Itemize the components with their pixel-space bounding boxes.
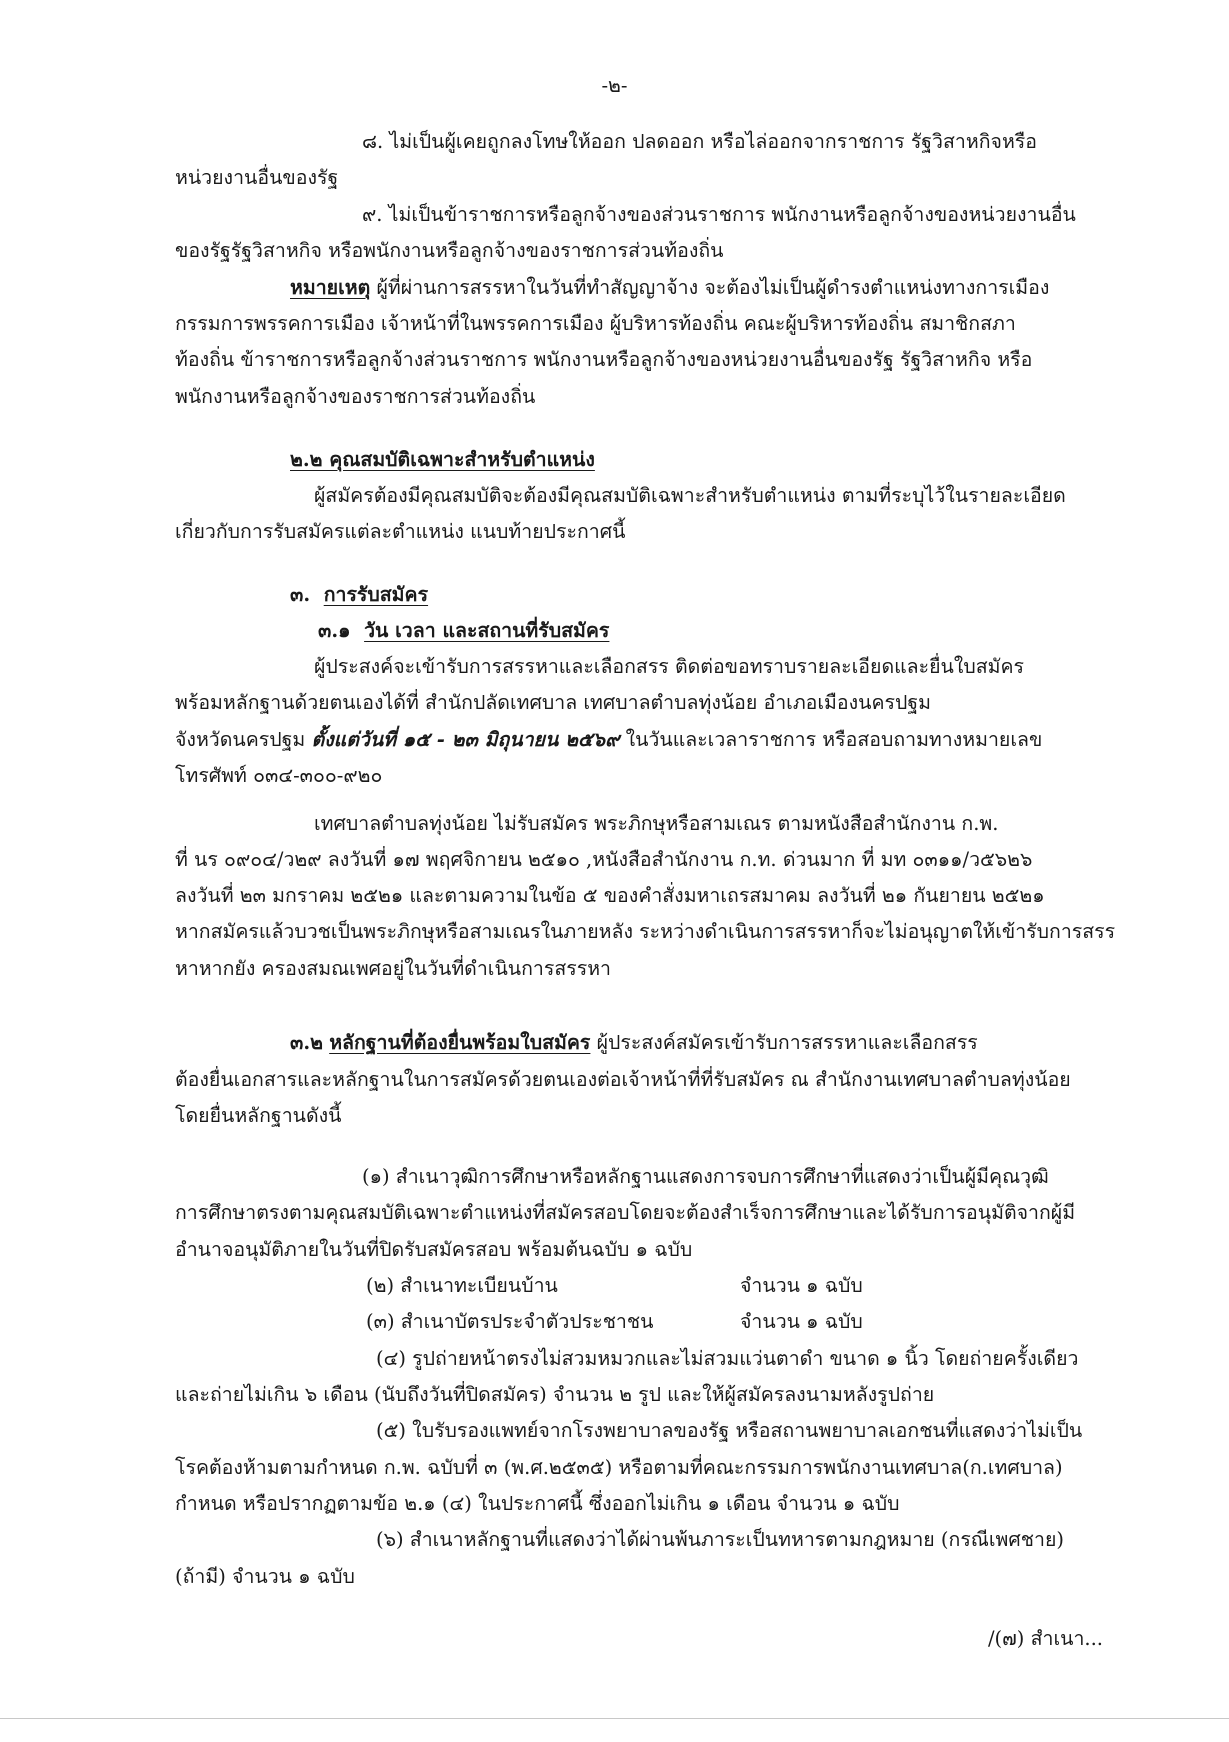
item-8-line-2: หน่วยงานอื่นของรัฐ [175,166,339,189]
remark-line-1 [290,273,1049,303]
monk-line-5: หาหากยัง ครองสมณเพศอยู่ในวันที่ดำเนินการสรรหา [175,957,611,980]
section-3-heading [290,580,428,610]
section-3-1-line-2: พร้อมหลักฐานด้วยตนเองได้ที่ สำนักปลัดเทศบาล เทศบาลตำบลทุ่งน้อย อำเภอเมืองนครปฐม [175,691,931,714]
doc-1-line-3: อำนาจอนุมัติภายในวันที่ปิดรับสมัครสอบ พร้อมต้นฉบับ ๑ ฉบับ [175,1238,693,1261]
remark-line-2: กรรมการพรรคการเมือง เจ้าหน้าที่ในพรรคการเมือง ผู้บริหารท้องถิ่น คณะผู้บริหารท้องถิ่น สมาชิกสภา [175,312,1016,335]
continuation-marker: /(๗) สำเนา... [987,1627,1103,1650]
page-number: -๒- [601,74,628,97]
remark-line-4: พนักงานหรือลูกจ้างของราชการส่วนท้องถิ่น [175,385,536,408]
doc-6-line-1: (๖) สำเนาหลักฐานที่แสดงว่าได้ผ่านพ้นภาระเป็นทหารตามกฎหมาย (กรณีเพศชาย) [376,1528,1065,1551]
section-2-2-line-2: เกี่ยวกับการรับสมัครแต่ละตำแหน่ง แนบท้ายประกาศนี้ [175,520,626,543]
monk-line-1: เทศบาลตำบลทุ่งน้อย ไม่รับสมัคร พระภิกษุหรือสามเณร ตามหนังสือสำนักงาน ก.พ. [314,812,999,835]
monk-line-3: ลงวันที่ ๒๓ มกราคม ๒๕๒๑ และตามความในข้อ ๕ ของคำสั่งมหาเถรสมาคม ลงวันที่ ๒๑ กันยายน ๒๕๒๑ [175,884,1045,907]
section-3-number: ๓. [290,583,311,606]
section-3-2-number: ๓.๒ [290,1031,323,1054]
remark-line-3: ท้องถิ่น ข้าราชการหรือลูกจ้างส่วนราชการ พนักงานหรือลูกจ้างของหน่วยงานอื่นของรัฐ รัฐวิสาหกิจ หรือ [175,348,1033,371]
section-3-1-heading [318,616,609,646]
section-3-title: การรับสมัคร [323,583,429,606]
doc-2-label: (๒) สำเนาทะเบียนบ้าน [366,1274,558,1297]
section-3-1-hours: ในวันและเวลาราชการ หรือสอบถามทางหมายเลข [625,728,1043,751]
doc-5-line-1: (๕) ใบรับรองแพทย์จากโรงพยาบาลของรัฐ หรือสถานพยาบาลเอกชนที่แสดงว่าไม่เป็น [376,1419,1083,1442]
doc-4-line-1: (๔) รูปถ่ายหน้าตรงไม่สวมหมวกและไม่สวมแว่นตาดำ ขนาด ๑ นิ้ว โดยถ่ายครั้งเดียว [376,1347,1079,1370]
section-3-1-line-1: ผู้ประสงค์จะเข้ารับการสรรหาและเลือกสรร ติดต่อขอทราบรายละเอียดและยื่นใบสมัคร [314,655,1025,678]
section-3-2-line-3: โดยยื่นหลักฐานดังนี้ [175,1104,342,1127]
section-3-1-province: จังหวัดนครปฐม [175,728,306,751]
application-period: ตั้งแต่วันที่ ๑๕ - ๒๓ มิถุนายน ๒๕๖๙ [311,728,620,751]
item-9-line-2: ของรัฐรัฐวิสาหกิจ หรือพนักงานหรือลูกจ้างของราชการส่วนท้องถิ่น [175,239,724,262]
doc-4-line-2: และถ่ายไม่เกิน ๖ เดือน (นับถึงวันที่ปิดสมัคร) จำนวน ๒ รูป และให้ผู้สมัครลงนามหลังรูปถ่าย [175,1383,935,1406]
doc-2-quantity: จำนวน ๑ ฉบับ [740,1274,863,1297]
phone-number: โทรศัพท์ ๐๓๔-๓๐๐-๙๒๐ [175,764,383,787]
doc-1-line-1: (๑) สำเนาวุฒิการศึกษาหรือหลักฐานแสดงการจบการศึกษาที่แสดงว่าเป็นผู้มีคุณวุฒิ [362,1165,1049,1188]
page-bottom-rule [0,1718,1229,1719]
remark-label: หมายเหตุ [290,276,371,299]
section-2-2-line-1: ผู้สมัครต้องมีคุณสมบัติจะต้องมีคุณสมบัติเฉพาะสำหรับตำแหน่ง ตามที่ระบุไว้ในรายละเอียด [314,484,1066,507]
item-9-line-1: ๙. ไม่เป็นข้าราชการหรือลูกจ้างของส่วนราชการ พนักงานหรือลูกจ้างของหน่วยงานอื่น [362,203,1076,226]
doc-5-line-3: กำหนด หรือปรากฏตามข้อ ๒.๑ (๔) ในประกาศนี้ ซึ่งออกไม่เกิน ๑ เดือน จำนวน ๑ ฉบับ [175,1492,900,1515]
section-3-2-title: หลักฐานที่ต้องยื่นพร้อมใบสมัคร [329,1031,591,1054]
section-3-2-text-1: ผู้ประสงค์สมัครเข้ารับการสรรหาและเลือกสรร [596,1031,978,1054]
section-3-2-line-2: ต้องยื่นเอกสารและหลักฐานในการสมัครด้วยตนเองต่อเจ้าหน้าที่ที่รับสมัคร ณ สำนักงานเทศบาลตำบลทุ่งน้อย [175,1068,1071,1091]
doc-6-line-2: (ถ้ามี) จำนวน ๑ ฉบับ [175,1565,355,1588]
item-8-line-1: ๘. ไม่เป็นผู้เคยถูกลงโทษให้ออก ปลดออก หรือไล่ออกจากราชการ รัฐวิสาหกิจหรือ [362,130,1037,153]
doc-1-line-2: การศึกษาตรงตามคุณสมบัติเฉพาะตำแหน่งที่สมัครสอบโดยจะต้องสำเร็จการศึกษาและได้รับการอนุมัติจากผู้มี [175,1201,1076,1224]
remark-text-1: ผู้ที่ผ่านการสรรหาในวันที่ทำสัญญาจ้าง จะต้องไม่เป็นผู้ดำรงตำแหน่งทางการเมือง [376,276,1050,299]
section-3-1-line-3 [175,725,1042,755]
monk-line-2: ที่ นร ๐๙๐๔/ว๒๙ ลงวันที่ ๑๗ พฤศจิกายน ๒๕๑๐ ,หนังสือสำนักงาน ก.ท. ด่วนมาก ที่ มท ๐๓๑๑/ว๕๖๒๖ [175,848,1033,871]
section-2-2-heading: ๒.๒ คุณสมบัติเฉพาะสำหรับตำแหน่ง [290,448,595,471]
section-3-1-number: ๓.๑ [318,619,351,642]
doc-5-line-2: โรคต้องห้ามตามกำหนด ก.พ. ฉบับที่ ๓ (พ.ศ.๒๕๓๕) หรือตามที่คณะกรรมการพนักงานเทศบาล(ก.เทศบาล) [175,1456,1063,1479]
section-3-2-line-1 [290,1028,978,1058]
doc-3-quantity: จำนวน ๑ ฉบับ [740,1310,863,1333]
monk-line-4: หากสมัครแล้วบวชเป็นพระภิกษุหรือสามเณรในภายหลัง ระหว่างดำเนินการสรรหาก็จะไม่อนุญาตให้เข้ารับการสรร [175,920,1116,943]
doc-3-label: (๓) สำเนาบัตรประจำตัวประชาชน [366,1310,654,1333]
section-3-1-title: วัน เวลา และสถานที่รับสมัคร [364,619,610,642]
